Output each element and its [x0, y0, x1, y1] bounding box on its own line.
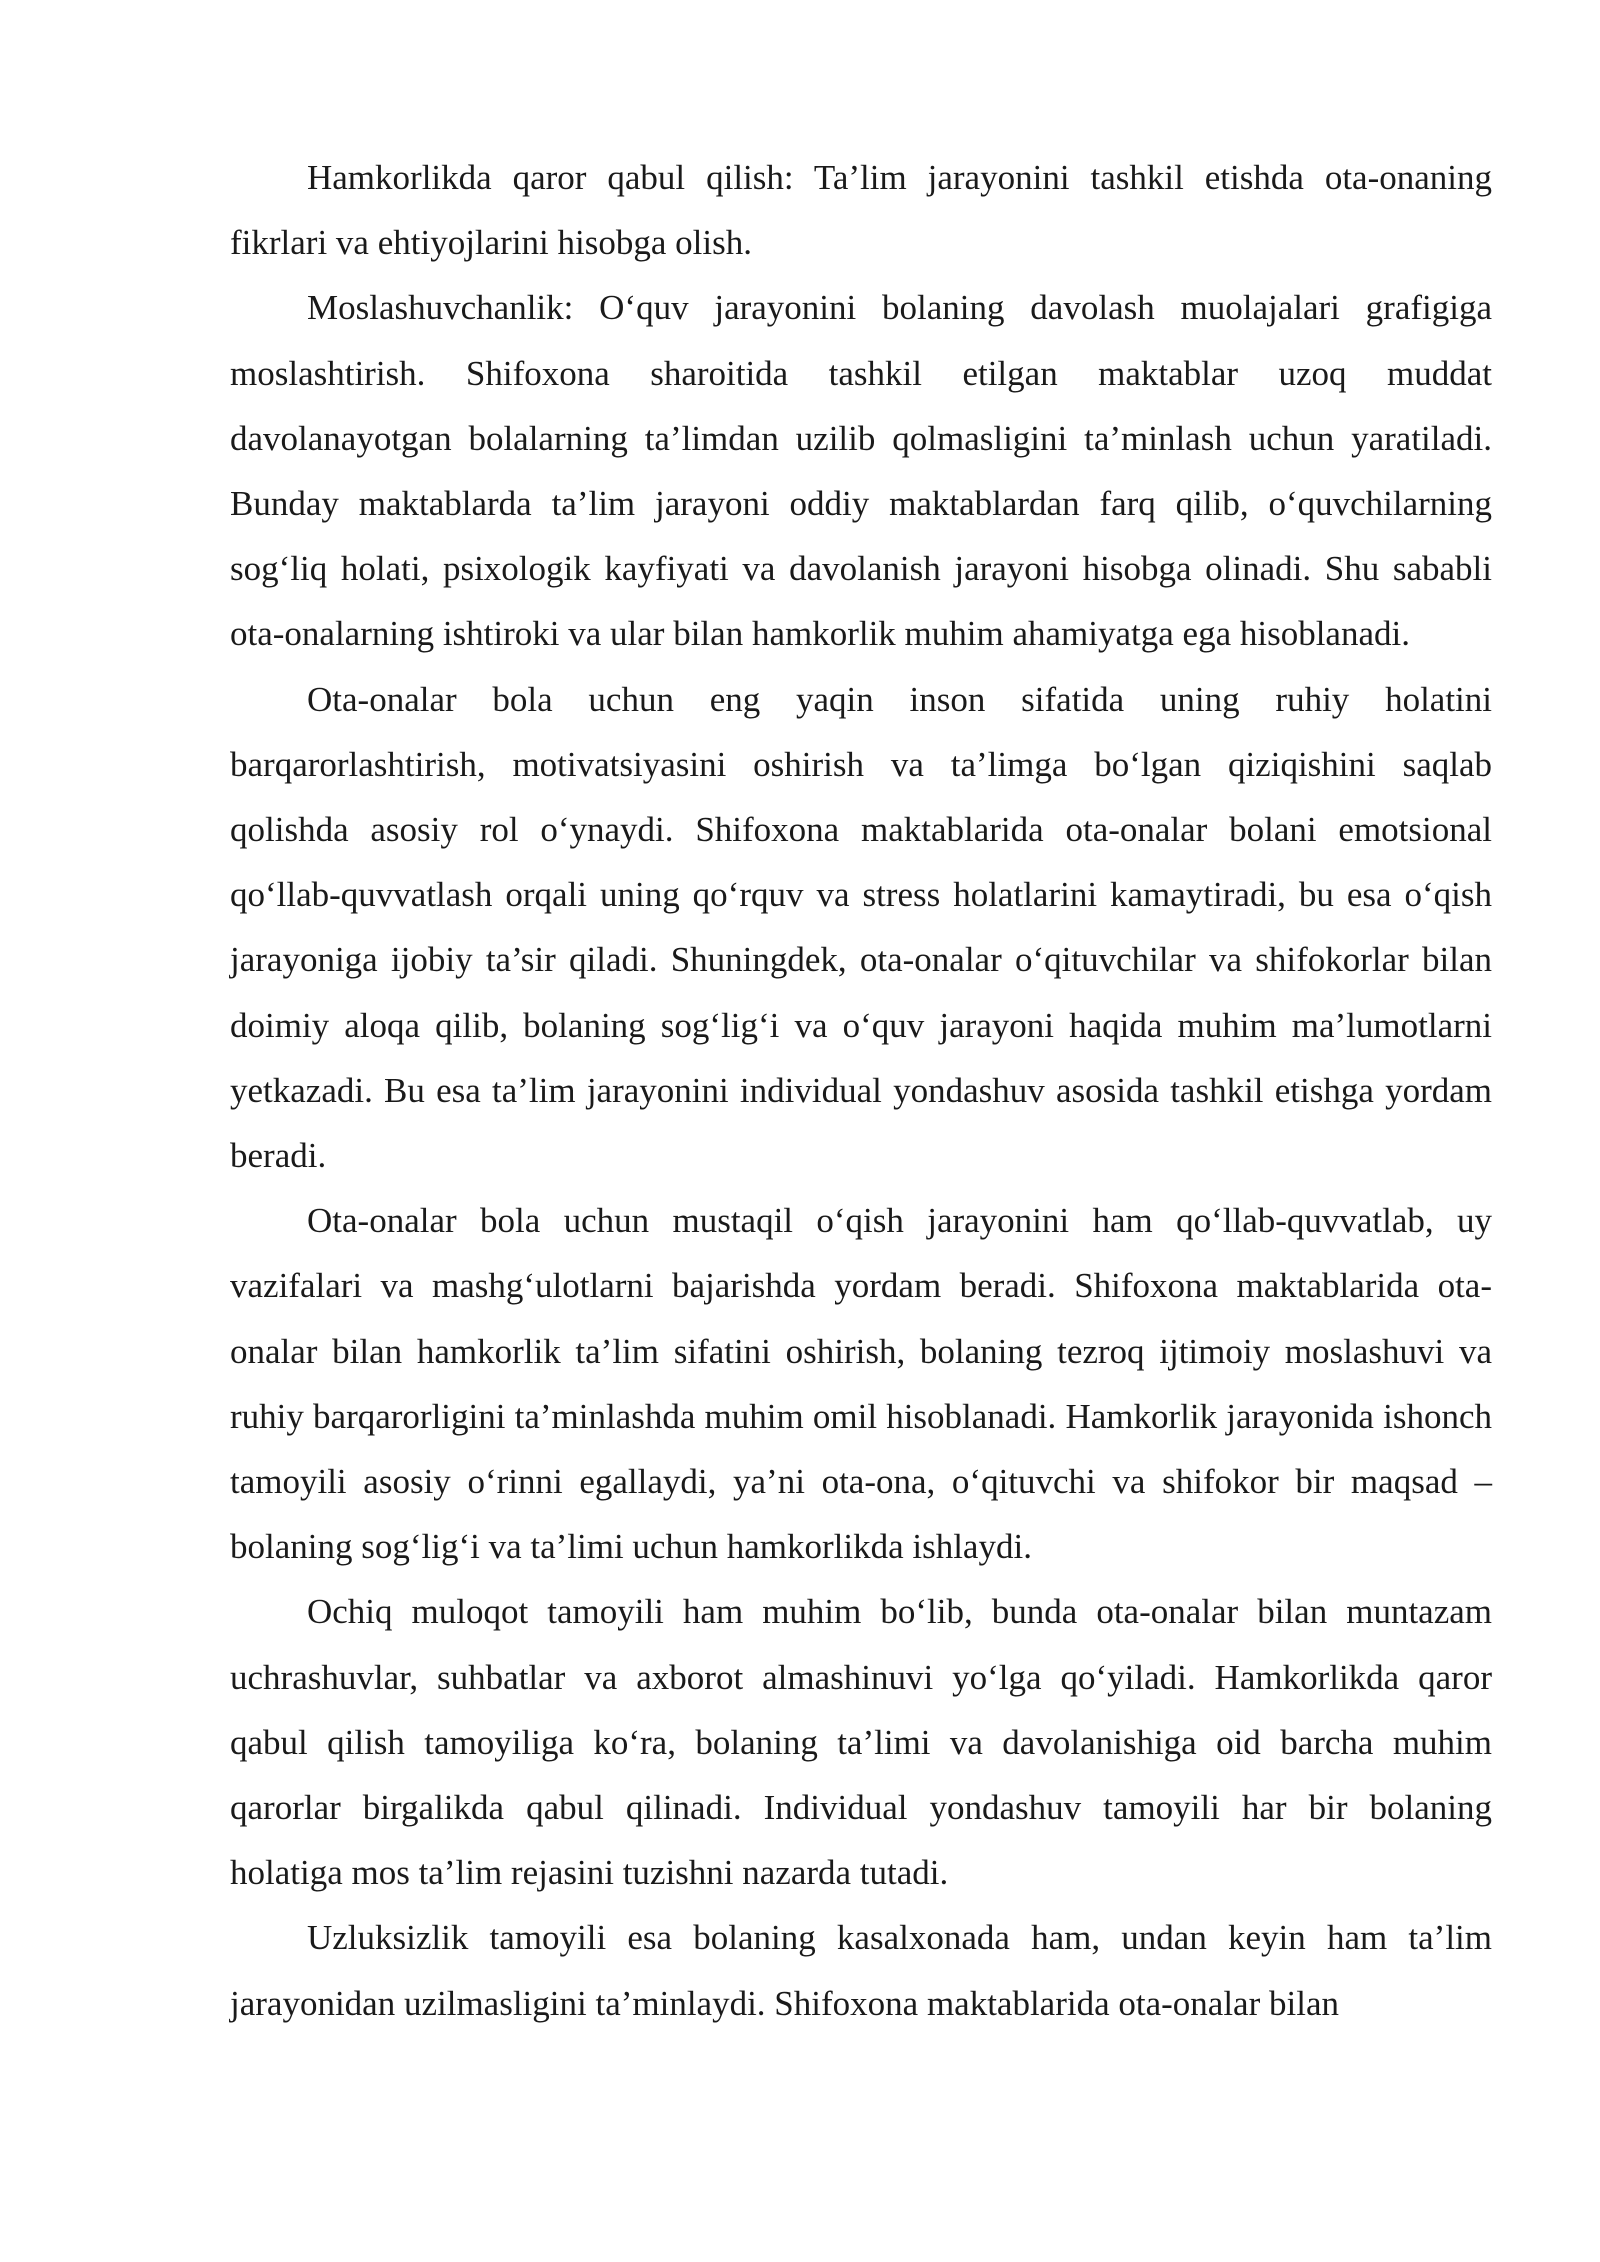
paragraph-flexibility: Moslashuvchanlik: O‘quv jarayonini bolaning davolash muolajalari grafigiga moslashtirish. Shifoxona sharoitida tashkil etilgan maktablar uzoq muddat davolanayotgan bolalarning ta’limdan uzilib qolmasligini ta’minlash uchun yaratiladi. Bunday maktablarda ta’lim jarayoni oddiy maktablardan farq qilib, o‘quvchilarning sog‘liq holati, psixologik kayfiyati va davolanish jarayoni hisobga olinadi. Shu sababli ota-onalarning ishtiroki va ular bilan hamkorlik muhim ahamiyatga ega hisoblanadi.: [230, 288, 1492, 654]
paragraph-collaborative-decision: Hamkorlikda qaror qabul qilish: Ta’lim jarayonini tashkil etishda ota-onaning fikrlari va ehtiyojlarini hisobga olish.: [230, 158, 1492, 263]
paragraph-continuity: Uzluksizlik tamoyili esa bolaning kasalxonada ham, undan keyin ham ta’lim jarayonidan uzilmasligini ta’minlaydi. Shifoxona maktablarida ota-onalar bilan: [230, 1918, 1492, 2023]
body-text: [230, 145, 1492, 2036]
paragraph-independent-study: Ota-onalar bola uchun mustaqil o‘qish jarayonini ham qo‘llab-quvvatlab, uy vazifalari va mashg‘ulotlarni bajarishda yordam beradi. Shifoxona maktablarida ota-onalar bilan hamkorlik ta’lim sifatini oshirish, bolaning tezroq ijtimoiy moslashuvi va ruhiy barqarorligini ta’minlashda muhim omil hisoblanadi. Hamkorlik jarayonida ishonch tamoyili asosiy o‘rinni egallaydi, ya’ni ota-ona, o‘qituvchi va shifokor bir maqsad – bolaning sog‘lig‘i va ta’limi uchun hamkorlikda ishlaydi.: [230, 1201, 1492, 1567]
paragraph-open-communication: Ochiq muloqot tamoyili ham muhim bo‘lib, bunda ota-onalar bilan muntazam uchrashuvlar, suhbatlar va axborot almashinuvi yo‘lga qo‘yiladi. Hamkorlikda qaror qabul qilish tamoyiliga ko‘ra, bolaning ta’limi va davolanishiga oid barcha muhim qarorlar birgalikda qabul qilinadi. Individual yondashuv tamoyili har bir bolaning holatiga mos ta’lim rejasini tuzishni nazarda tutadi.: [230, 1592, 1492, 1893]
paragraph-parents-role: Ota-onalar bola uchun eng yaqin inson sifatida uning ruhiy holatini barqarorlashtirish, motivatsiyasini oshirish va ta’limga bo‘lgan qiziqishini saqlab qolishda asosiy rol o‘ynaydi. Shifoxona maktablarida ota-onalar bolani emotsional qo‘llab-quvvatlash orqali uning qo‘rquv va stress holatlarini kamaytiradi, bu esa o‘qish jarayoniga ijobiy ta’sir qiladi. Shuningdek, ota-onalar o‘qituvchilar va shifokorlar bilan doimiy aloqa qilib, bolaning sog‘lig‘i va o‘quv jarayoni haqida muhim ma’lumotlarni yetkazadi. Bu esa ta’lim jarayonini individual yondashuv asosida tashkil etishga yordam beradi.: [230, 679, 1492, 1176]
